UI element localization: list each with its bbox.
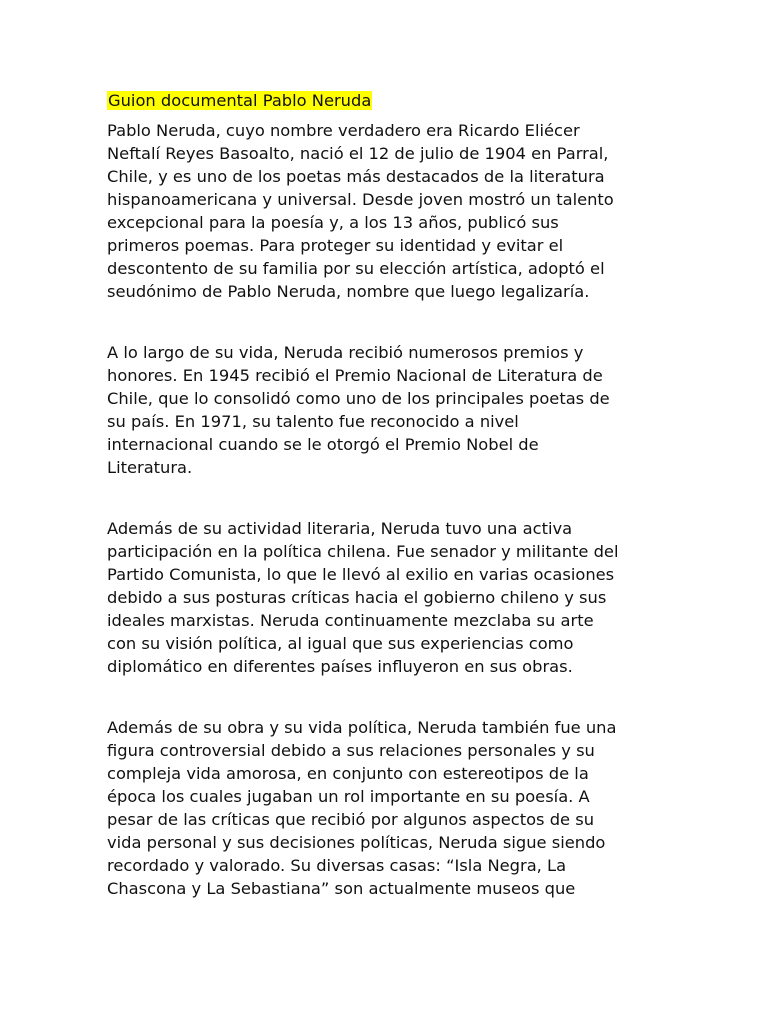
paragraph-awards: A lo largo de su vida, Neruda recibió numerosos premios y honores. En 1945 recibió el Premio Nacional de Literatura de Chile, que lo consolidó como uno de los principales poetas de su país. En 1971, su talento fue reconocido a nivel internacional cuando se le otorgó el Premio Nobel de Literatura. — [107, 343, 610, 477]
paragraph-politics: Además de su actividad literaria, Neruda tuvo una activa participación en la política chilena. Fue senador y militante del Partido Comunista, lo que le llevó al exilio en varias ocasiones debido a sus posturas críticas hacia el gobierno chileno y sus ideales marxistas. Neruda continuamente mezclaba su arte con su visión política, al igual que sus experiencias como diplomático en diferentes países influyeron en sus obras. — [107, 519, 619, 676]
document-body — [107, 89, 667, 900]
highlighted-title-text: Guion documental Pablo Neruda — [108, 91, 372, 110]
paragraph-personal-life: Además de su obra y su vida política, Neruda también fue una figura controversial debido a sus relaciones personales y su compleja vida amorosa, en conjunto con estereotipos de la época los cuales jugaban un rol importante en su poesía. A pesar de las críticas que recibió por algunos aspectos de su vida personal y sus decisiones políticas, Neruda sigue siendo recordado y valorado. Su diversas casas: “Isla Negra, La Chascona y La Sebastiana” son actualmente museos que — [107, 718, 617, 898]
paragraph-biography: Pablo Neruda, cuyo nombre verdadero era Ricardo Eliécer Neftalí Reyes Basoalto, nació el 12 de julio de 1904 en Parral, Chile, y es uno de los poetas más destacados de la literatura hispanoamericana y universal. Desde joven mostró un talento excepcional para la poesía y, a los 13 años, publicó sus primeros poemas. Para proteger su identidad y evitar el descontento de su familia por su elección artística, adoptó el seudónimo de Pablo Neruda, nombre que luego legalizaría. — [107, 121, 614, 301]
document-title — [107, 89, 667, 112]
